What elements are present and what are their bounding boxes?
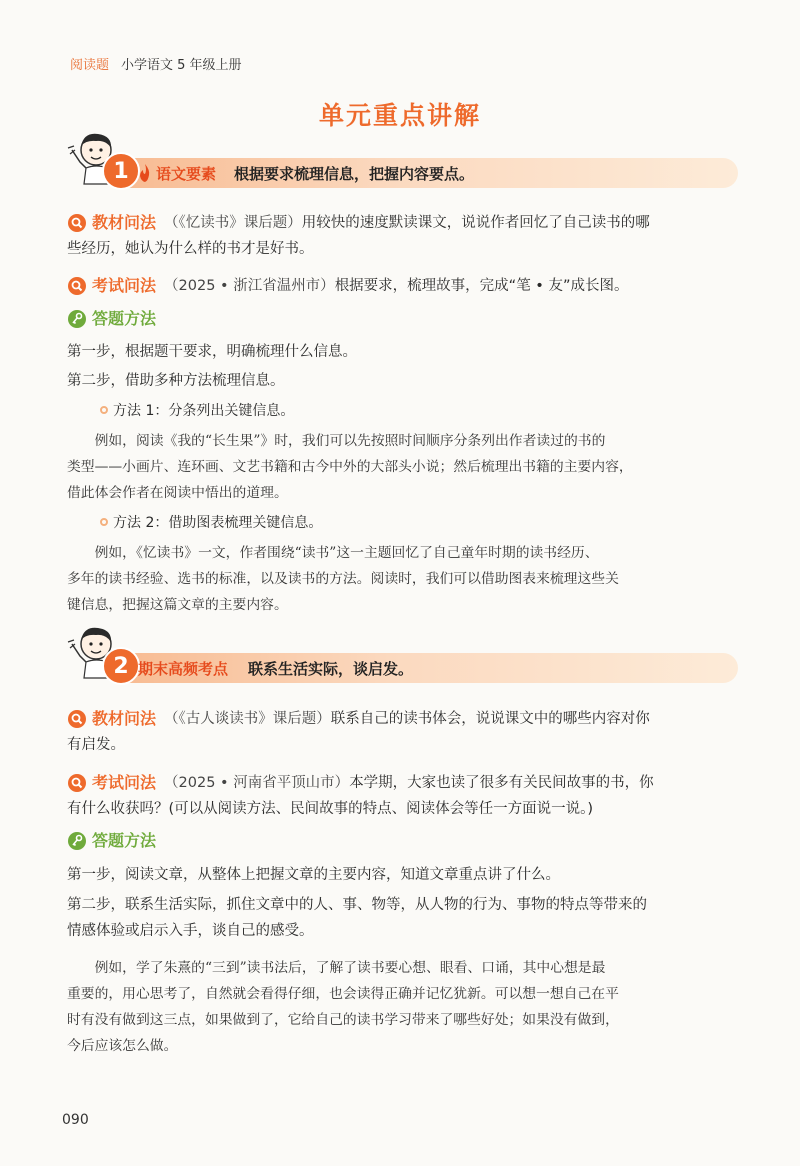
s1-textbook-text: 用较快的速度默读课文，说说作者回忆了自己读书的哪 bbox=[301, 215, 650, 231]
s1-exam-label: 考试问法 bbox=[67, 273, 156, 299]
s1-textbook-text2: 些经历，她认为什么样的书才是好书。 bbox=[67, 241, 314, 257]
s1-method-label: 答题方法 bbox=[92, 309, 157, 328]
s1-exam-text: 根据要求，梳理故事，完成“笔 • 友”成长图。 bbox=[334, 278, 629, 294]
s2-exam-text: 本学期，大家也读了很多有关民间故事的书，你 bbox=[349, 775, 654, 791]
section-1-number: 1 bbox=[102, 152, 140, 190]
bullet-icon bbox=[100, 518, 108, 526]
section-1-headline: 根据要求梳理信息，把握内容要点。 bbox=[234, 165, 475, 183]
section-1-category: 语文要素 bbox=[156, 165, 217, 183]
s2-textbook-source: （《古人谈读书》课后题） bbox=[164, 711, 331, 727]
s1-example2: 例如，《忆读书》一文，作者围绕“读书”这一主题回忆了自己童年时期的读书经历、 多年的读书经验、选书的标准，以及读书的方法。阅读时，我们可以借助图表来梳理这些关 键信息，把握这篇文章的主要内容。 bbox=[67, 545, 619, 613]
s2-textbook-text: 联系自己的读书体会，说说课文中的哪些内容对你 bbox=[330, 711, 650, 727]
section-2-number: 2 bbox=[102, 647, 140, 685]
s2-exam-label: 考试问法 bbox=[67, 770, 156, 796]
magnifier-icon bbox=[67, 773, 87, 793]
s2-textbook-question bbox=[67, 706, 747, 758]
s2-textbook-label: 教材问法 bbox=[67, 706, 156, 732]
s1-method1: 方法 1：分条列出关键信息。 bbox=[100, 399, 294, 423]
s2-exam-text2: 有什么收获吗？(可以从阅读方法、民间故事的特点、阅读体会等任一方面说一说。) bbox=[67, 801, 594, 817]
s2-step1: 第一步，阅读文章，从整体上把握文章的主要内容，知道文章重点讲了什么。 bbox=[67, 867, 560, 883]
section-2-category: 期末高频考点 bbox=[138, 660, 229, 678]
magnifier-icon bbox=[67, 276, 87, 296]
s1-example1: 例如，阅读《我的“长生果”》时，我们可以先按照时间顺序分条列出作者读过的书的 类型——小画片、连环画、文艺书籍和古今中外的大部头小说；然后梳理出书籍的主要内容， 借此体会作者在阅读中悟出的道理。 bbox=[67, 433, 633, 501]
s2-method-label: 答题方法 bbox=[92, 831, 157, 850]
s1-exam-source: （2025 • 浙江省温州市） bbox=[164, 278, 335, 294]
magnifier-icon bbox=[67, 709, 87, 729]
section-2-headline: 联系生活实际，谈启发。 bbox=[248, 660, 414, 678]
page-title: 单元重点讲解 bbox=[318, 101, 481, 130]
s2-method-heading bbox=[67, 828, 747, 854]
s2-textbook-text2: 有启发。 bbox=[67, 737, 125, 753]
running-head-book: 小学语文 5 年级上册 bbox=[121, 58, 242, 73]
magnifier-icon bbox=[67, 213, 87, 233]
running-head bbox=[70, 54, 242, 73]
s2-exam-question bbox=[67, 770, 747, 822]
key-icon bbox=[67, 309, 87, 329]
flame-icon bbox=[138, 163, 152, 183]
s2-exam-source: （2025 • 河南省平顶山市） bbox=[164, 775, 350, 791]
running-head-tag: 阅读题 bbox=[70, 58, 110, 73]
s1-exam-question bbox=[67, 273, 747, 299]
s1-step2: 第二步，借助多种方法梳理信息。 bbox=[67, 373, 285, 389]
s1-method2: 方法 2：借助图表梳理关键信息。 bbox=[100, 511, 322, 535]
s1-textbook-source: （《忆读书》课后题） bbox=[164, 215, 302, 231]
s1-step1: 第一步，根据题干要求，明确梳理什么信息。 bbox=[67, 344, 357, 360]
s2-example: 例如，学了朱熹的“三到”读书法后，了解了读书要心想、眼看、口诵，其中心想是最 重要的，用心思考了，自然就会看得仔细，也会读得正确并记忆犹新。可以想一想自己在平 时有没有做到这三点，如果做到了，它给自己的读书学习带来了哪些好处；如果没有做到， 今后应该怎么做。 bbox=[67, 960, 619, 1054]
key-icon bbox=[67, 831, 87, 851]
s1-method-heading bbox=[67, 306, 747, 332]
page-number: 090 bbox=[62, 1112, 89, 1128]
s2-step2: 第二步，联系生活实际，抓住文章中的人、事、物等，从人物的行为、事物的特点等带来的 情感体验或启示入手，谈自己的感受。 bbox=[67, 897, 647, 939]
section-1-banner bbox=[104, 158, 738, 188]
section-2-banner bbox=[104, 653, 738, 683]
bullet-icon bbox=[100, 406, 108, 414]
s1-textbook-label: 教材问法 bbox=[67, 210, 156, 236]
s1-textbook-question bbox=[67, 210, 747, 262]
